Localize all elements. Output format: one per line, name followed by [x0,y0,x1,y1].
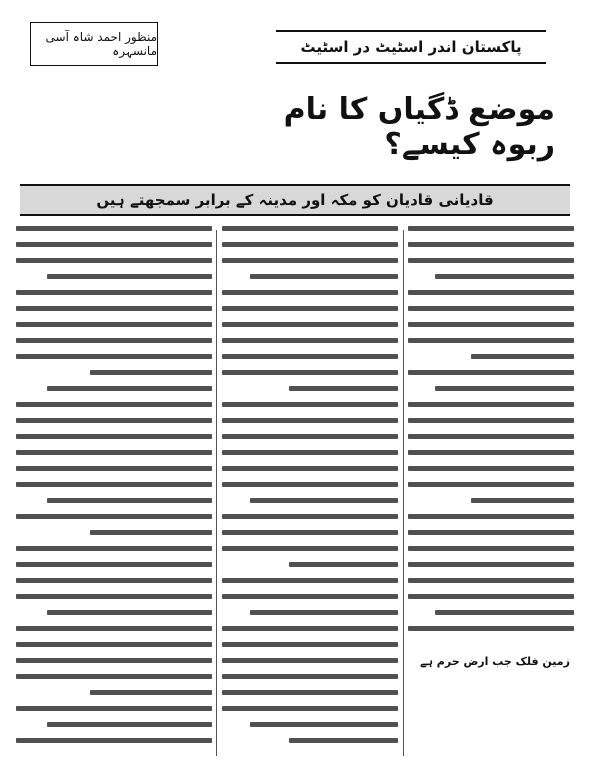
body-text-line [16,466,212,471]
body-text-line [222,466,398,471]
body-text-line [222,594,398,599]
body-text-line [16,354,212,359]
body-text-line [289,386,398,391]
body-text-line [16,482,212,487]
body-text-line [408,226,574,231]
body-text-line [222,578,398,583]
body-text-line [435,386,574,391]
body-text-line [222,642,398,647]
body-text-line [408,626,574,631]
body-text-line [16,418,212,423]
body-text-line [16,338,212,343]
body-text-line [435,274,574,279]
body-text-line [471,354,574,359]
body-text-line [47,386,212,391]
body-text-line [90,690,212,695]
body-text-line [16,738,212,743]
body-text-line [222,482,398,487]
body-text-line [408,242,574,247]
body-text-line [222,370,398,375]
kicker [276,30,546,64]
body-text-line [16,242,212,247]
body-text-line [435,610,574,615]
body-text-line [16,674,212,679]
body-text-line [408,338,574,343]
kicker-text: پاکستان اندر اسٹیٹ در اسٹیٹ [300,38,522,56]
body-text-line [471,498,574,503]
body-text-line [47,274,212,279]
strap-text: قادیانی قادیان کو مکہ اور مدینہ کے برابر سمجھتے ہیں [96,191,494,209]
body-text-line [16,290,212,295]
body-text-line [250,610,398,615]
body-text-line [222,530,398,535]
body-text-line [16,594,212,599]
body-text-line [16,322,212,327]
body-text-line [90,370,212,375]
body-text-line [222,306,398,311]
body-text-line [408,546,574,551]
body-text-line [16,658,212,663]
body-text-line [16,258,212,263]
body-text-line [16,546,212,551]
body-text-line [47,610,212,615]
column-rule-left [216,230,217,756]
body-text-line [16,562,212,567]
article-column-left [16,226,212,760]
body-text-line [222,226,398,231]
body-text-line [222,674,398,679]
body-text-line [222,242,398,247]
body-text-line [222,706,398,711]
body-text-line [408,514,574,519]
body-text-line [222,546,398,551]
byline: منظور احمد شاہ آسی مانسہرہ [45,30,157,58]
body-text-line [222,402,398,407]
column-rule-right [403,230,404,756]
body-text-line [222,690,398,695]
body-text-line [47,498,212,503]
body-text-line [408,370,574,375]
body-text-line [250,274,398,279]
body-text-line [16,578,212,583]
body-text-line [222,658,398,663]
body-text-line [289,562,398,567]
body-text-line [408,594,574,599]
body-text-line [408,466,574,471]
body-text-line [222,626,398,631]
body-text-line [408,290,574,295]
body-text-line [222,418,398,423]
body-text-line [16,402,212,407]
body-text-line [222,322,398,327]
body-text-line [408,322,574,327]
body-text-line [250,498,398,503]
article-column-right [408,226,574,760]
body-text-line [408,434,574,439]
body-text-line [16,642,212,647]
strap-banner [20,184,570,216]
body-text-line [222,434,398,439]
body-text-line [16,514,212,519]
body-text-line [408,258,574,263]
body-text-line [222,338,398,343]
body-text-line [222,514,398,519]
body-text-line [16,306,212,311]
body-text-line [90,530,212,535]
body-text-line [408,402,574,407]
body-text-line [408,418,574,423]
body-text-line [222,354,398,359]
article-column-middle [222,226,398,760]
body-text-line [222,258,398,263]
column-subhead: زمین فلک جب ارض حرم ہے [420,655,570,668]
body-text-line [16,706,212,711]
body-text-line [222,450,398,455]
body-text-line [408,530,574,535]
body-text-line [408,450,574,455]
body-text-line [16,450,212,455]
body-text-line [16,626,212,631]
body-text-line [16,434,212,439]
headline: موضع ڈگیاں کا نام ربوہ کیسے؟ [283,92,555,162]
body-text-line [47,722,212,727]
body-text-line [408,306,574,311]
body-text-line [408,578,574,583]
body-text-line [408,562,574,567]
byline-box [30,22,158,66]
body-text-line [250,722,398,727]
body-text-line [408,482,574,487]
body-text-line [16,226,212,231]
body-text-line [289,738,398,743]
body-text-line [222,290,398,295]
